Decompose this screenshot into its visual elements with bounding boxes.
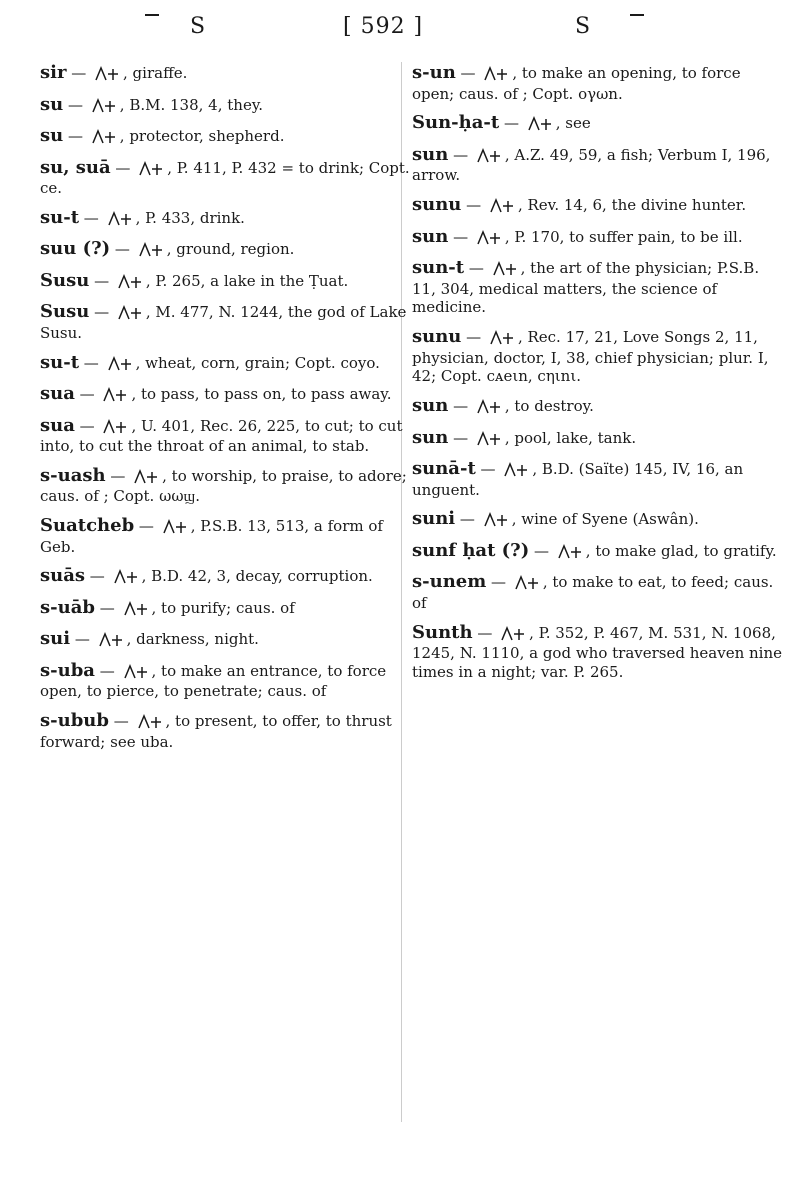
dictionary-entry-sunfhat [412, 540, 784, 563]
dictionary-entry-susu1 [40, 270, 412, 293]
dictionary-entry-sua2 [40, 383, 412, 406]
entry-dash: — [461, 328, 486, 346]
entry-definition: , P. 433, drink. [135, 208, 245, 227]
entry-definition: , giraffe. [123, 64, 188, 82]
dictionary-entry-sunem [412, 571, 784, 612]
entry-definition: , U. 401, Rec. 26, 225, to cut; to cut into, to cut the throat of an animal, to stab. [40, 416, 403, 455]
hieroglyph-icon [476, 398, 502, 416]
entry-dash: — [79, 208, 104, 227]
entry-dash: — [461, 196, 486, 214]
hieroglyph-icon [91, 128, 117, 146]
dictionary-entry-suba [40, 660, 412, 701]
dictionary-entry-sua [40, 157, 412, 198]
hieroglyph-icon [102, 418, 128, 436]
entry-dash: — [74, 416, 100, 435]
hieroglyph-icon [162, 518, 188, 536]
entry-headword: Suatcheb [40, 515, 135, 536]
dictionary-entry-suash [40, 465, 412, 506]
dictionary-entry-su1 [40, 94, 412, 117]
entry-dash: — [89, 303, 114, 322]
entry-definition: , to worship, to praise, to adore; caus. of ; Copt. ωωϣ. [40, 466, 407, 506]
hieroglyph-icon [527, 115, 553, 133]
entry-definition: , to make to eat, to feed; caus. of [412, 573, 774, 612]
entry-headword: sunu [412, 194, 462, 215]
entry-headword: Sun-ḥa-t [412, 112, 500, 134]
entry-dash: — [472, 623, 498, 642]
hieroglyph-icon [117, 304, 143, 322]
hieroglyph-icon [133, 468, 159, 486]
hieroglyph-icon [476, 430, 502, 448]
entry-headword: sunu [412, 326, 462, 347]
entry-definition: , P. 411, P. 432 = to drink; Copt. ce. [40, 158, 410, 197]
header-dash [630, 14, 644, 16]
entry-dash: — [529, 541, 554, 560]
hieroglyph-icon [107, 210, 133, 228]
entry-dash: — [475, 460, 501, 478]
hieroglyph-icon [483, 65, 509, 83]
entry-definition: , P. 265, a lake in the Ṭuat. [145, 271, 349, 290]
header-dash [145, 14, 159, 16]
dictionary-entry-suatcheb [40, 515, 412, 556]
entry-headword: s-un [412, 62, 456, 83]
entry-headword: su [40, 93, 64, 115]
entry-definition: , B.D. 42, 3, decay, corruption. [141, 567, 373, 586]
entry-headword: s-ubub [40, 710, 109, 731]
entry-definition: , P. 352, P. 467, M. 531, N. 1068, 1245, N. 1110, a god who traversed heaven nine times in a night; var. P. 265. [412, 623, 782, 681]
entry-dash: — [74, 385, 100, 403]
dictionary-entry-sunt [412, 257, 784, 317]
dictionary-entry-sir [40, 62, 412, 85]
page-number: [ 592 ] [343, 14, 424, 39]
entry-headword: sua [40, 414, 75, 436]
dictionary-entry-sunhat [412, 112, 784, 135]
entry-headword: su [40, 125, 64, 146]
hieroglyph-icon [557, 543, 583, 561]
hieroglyph-icon [492, 260, 518, 278]
dictionary-entry-sun3 [412, 226, 784, 249]
entry-definition: , Rec. 17, 21, Love Songs 2, 11, physician, doctor, I, 38, chief physician; plur. I, 42; Copt. cᴀeιn, cηιnι. [412, 328, 769, 386]
entry-headword: sun [412, 395, 449, 416]
entry-dash: — [486, 573, 511, 592]
hieroglyph-icon [123, 600, 149, 618]
entry-definition: , to pass, to pass on, to pass away. [131, 385, 392, 403]
entry-dash: — [79, 353, 104, 372]
hieroglyph-icon [107, 355, 133, 373]
entry-headword: su, suā [40, 156, 111, 178]
entry-headword: sunā-t [412, 458, 476, 479]
dictionary-entry-susu2 [40, 301, 412, 342]
dictionary-entry-sun4 [412, 395, 784, 418]
dictionary-entry-subub [40, 710, 412, 751]
dictionary-entry-sunat [412, 458, 784, 499]
dictionary-entry-suab [40, 597, 412, 620]
dictionary-entry-sut [40, 207, 412, 230]
header-letter-right: S [575, 14, 592, 39]
entry-definition: , see [555, 114, 591, 133]
entry-definition: , B.D. (Saïte) 145, IV, 16, an unguent. [412, 460, 744, 499]
dictionary-entry-sua3 [40, 415, 412, 456]
entry-dash: — [66, 64, 92, 82]
entry-dash: — [448, 397, 473, 415]
entry-dash: — [448, 145, 473, 164]
entry-dash: — [105, 466, 131, 485]
entry-headword: suu (?) [40, 238, 111, 260]
entry-headword: Sunth [412, 621, 473, 643]
entry-headword: sun [412, 426, 449, 448]
hieroglyph-icon [123, 663, 149, 681]
entry-definition: , M. 477, N. 1244, the god of Lake Susu. [40, 303, 407, 342]
entry-definition: , P. 170, to suffer pain, to be ill. [504, 227, 743, 246]
entry-definition: , B.M. 138, 4, they. [119, 95, 264, 114]
entry-definition: , to present, to offer, to thrust forward; see uba. [40, 712, 392, 751]
entry-headword: suās [40, 565, 86, 587]
entry-dash: — [63, 127, 88, 145]
hieroglyph-icon [138, 160, 164, 178]
entry-headword: sua [40, 383, 75, 404]
entry-definition: , to make an opening, to force open; caus. of ; Copt. oγωn. [412, 64, 741, 103]
entry-definition: , to make an entrance, to force open, to pierce, to penetrate; caus. of [40, 661, 387, 701]
entry-headword: s-uba [40, 659, 95, 681]
entry-headword: su-t [40, 206, 80, 228]
entry-dash: — [448, 227, 473, 246]
hieroglyph-icon [476, 147, 502, 165]
dictionary-entry-sunu1 [412, 194, 784, 217]
header-letter-left: S [190, 14, 207, 39]
dictionary-entry-sun2 [412, 144, 784, 185]
entry-definition: , darkness, night. [126, 630, 259, 649]
entry-definition: , to make glad, to gratify. [585, 541, 777, 560]
hieroglyph-icon [102, 386, 128, 404]
entry-headword: sun [412, 225, 449, 247]
entry-definition: , ground, region. [166, 240, 295, 259]
entry-dash: — [110, 158, 136, 177]
hieroglyph-icon [113, 568, 139, 586]
entry-definition: , protector, shepherd. [119, 127, 285, 145]
entry-headword: Susu [40, 269, 90, 291]
hieroglyph-icon [94, 65, 120, 83]
dictionary-entry-suni [412, 508, 784, 531]
hieroglyph-icon [500, 625, 526, 643]
dictionary-entry-su2 [40, 125, 412, 148]
entry-headword: s-unem [412, 571, 487, 593]
entry-definition: , Rev. 14, 6, the divine hunter. [517, 196, 747, 214]
right-column [412, 62, 784, 691]
dictionary-entry-suas [40, 565, 412, 588]
entry-definition: , P.S.B. 13, 513, a form of Geb. [40, 517, 383, 556]
dictionary-entry-sun1 [412, 62, 784, 103]
entry-dash: — [94, 661, 120, 680]
entry-dash: — [63, 95, 88, 114]
hieroglyph-icon [91, 97, 117, 115]
entry-dash: — [110, 240, 135, 259]
hieroglyph-icon [489, 197, 515, 215]
entry-headword: suni [412, 508, 456, 530]
dictionary-entry-sun5 [412, 427, 784, 450]
entry-dash: — [464, 259, 489, 277]
dictionary-entry-sut2 [40, 352, 412, 375]
entry-definition: , to purify; caus. of [151, 598, 295, 617]
entry-dash: — [134, 517, 159, 535]
entry-dash: — [455, 510, 480, 529]
entry-definition: , pool, lake, tank. [504, 428, 637, 447]
hieroglyph-icon [98, 631, 124, 649]
hieroglyph-icon [138, 241, 164, 259]
entry-definition: , the art of the physician; P.S.B. 11, 304, medical matters, the science of medicine. [412, 259, 760, 317]
hieroglyph-icon [514, 574, 540, 592]
dictionary-entry-suu [40, 238, 412, 261]
entry-dash: — [448, 428, 473, 447]
hieroglyph-icon [483, 511, 509, 529]
entry-definition: , A.Z. 49, 59, a fish; Verbum I, 196, arrow. [412, 145, 771, 185]
entry-headword: su-t [40, 351, 80, 373]
entry-dash: — [70, 630, 95, 649]
dictionary-entry-sunth [412, 622, 784, 682]
entry-dash: — [455, 64, 481, 82]
entry-dash: — [94, 598, 120, 617]
page-header [0, 14, 800, 46]
entry-headword: sui [40, 628, 71, 650]
hieroglyph-icon [137, 713, 163, 731]
left-column [40, 62, 412, 760]
entry-dash: — [85, 567, 110, 586]
entry-headword: s-uāb [40, 596, 95, 618]
entry-headword: sir [40, 62, 67, 83]
entry-dash: — [108, 712, 134, 730]
hieroglyph-icon [489, 329, 515, 347]
entry-definition: , wheat, corn, grain; Copt. coyo. [135, 353, 380, 372]
entry-definition: , wine of Syene (Aswân). [511, 510, 699, 529]
hieroglyph-icon [503, 461, 529, 479]
entry-headword: s-uash [40, 464, 106, 486]
entry-headword: sunf ḥat (?) [412, 539, 530, 561]
entry-headword: sun-t [412, 257, 465, 278]
entry-headword: sun [412, 143, 449, 165]
hieroglyph-icon [117, 273, 143, 291]
entry-dash: — [499, 114, 524, 133]
hieroglyph-icon [476, 229, 502, 247]
dictionary-entry-sunu2 [412, 326, 784, 386]
entry-dash: — [89, 271, 114, 290]
dictionary-entry-sui [40, 628, 412, 651]
entry-definition: , to destroy. [504, 397, 594, 415]
entry-headword: Susu [40, 301, 90, 323]
